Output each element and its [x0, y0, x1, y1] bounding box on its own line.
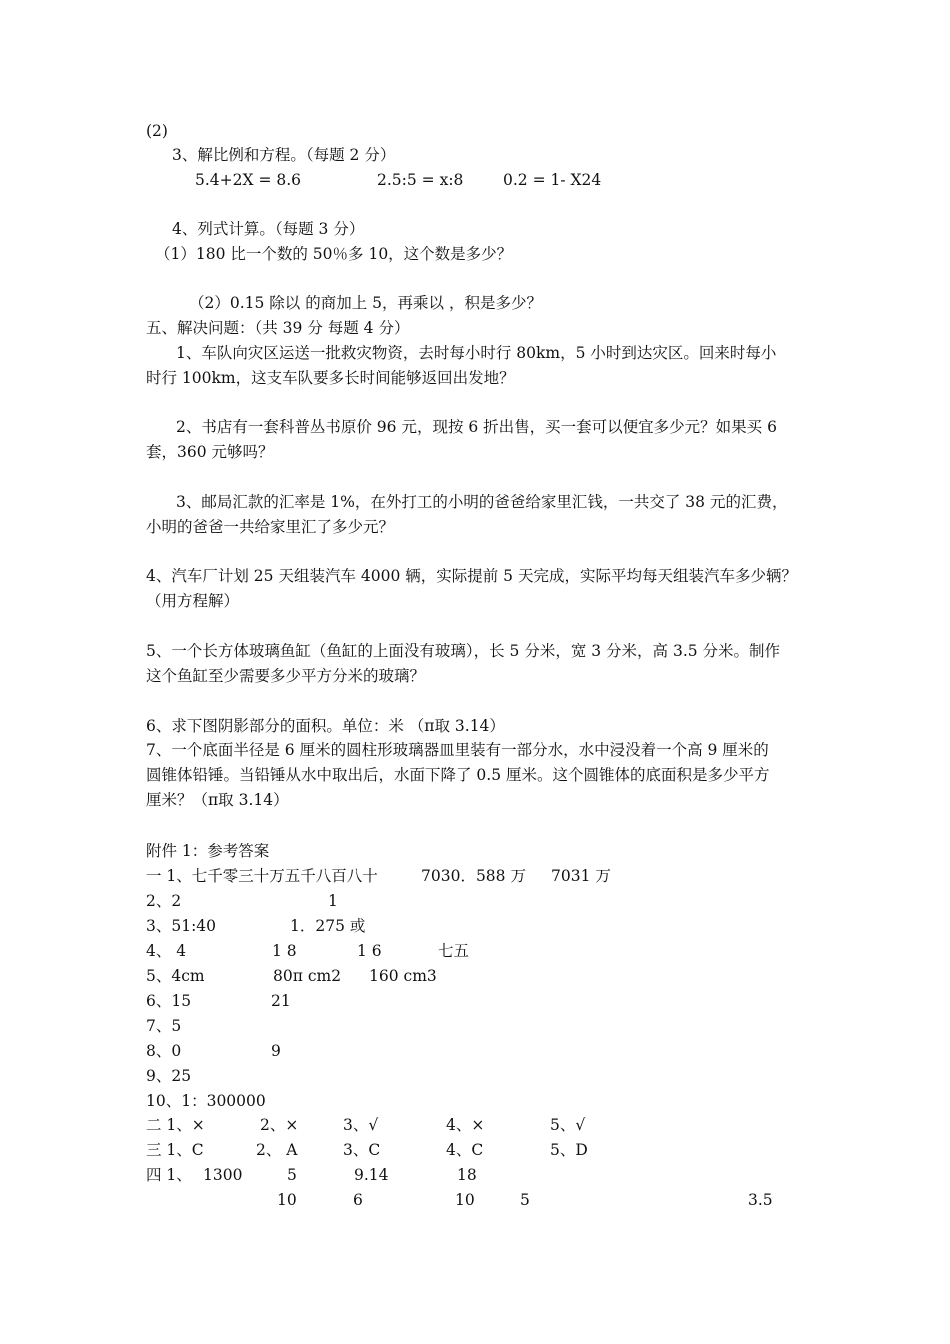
answer-cell: 2、×: [260, 1116, 299, 1134]
answer-cell: 3、51:40: [146, 917, 217, 935]
answer-cell: 4、×: [446, 1116, 485, 1134]
answer-cell: 5: [520, 1191, 530, 1209]
answer-cell: 7031 万: [551, 867, 611, 885]
answer-cell: 5、√: [550, 1116, 586, 1134]
problem-4-line-1: 4、汽车厂计划 25 天组装汽车 4000 辆，实际提前 5 天完成，实际平均每天组装汽车多少辆？: [146, 567, 797, 585]
answer-cell: 7、5: [146, 1017, 182, 1035]
answer-cell: 8、0: [146, 1042, 182, 1060]
answer-cell: 四 1、: [146, 1166, 192, 1184]
answer-cell: 18: [457, 1166, 477, 1184]
problem-1-line-1: 1、车队向灾区运送一批救灾物资，去时每小时行 80km，5 小时到达灾区。回来时每小: [176, 344, 777, 362]
answer-cell: 80π cm2: [273, 967, 342, 985]
problem-7-line-1: 7、一个底面半径是 6 厘米的圆柱形玻璃器皿里装有一部分水，水中浸没着一个高 9 厘米的: [146, 741, 769, 759]
answer-cell: 2、 A: [256, 1141, 298, 1159]
q3-equation-2: 2.5:5 = x:8: [377, 171, 464, 189]
answer-cell: 三 1、C: [146, 1141, 204, 1159]
answer-cell: 5、D: [550, 1141, 588, 1159]
problem-2-line-1: 2、书店有一套科普丛书原价 96 元，现按 6 折出售，买一套可以便宜多少元？如果买 6: [176, 418, 777, 436]
q3-equation-1: 5.4+2X = 8.6: [195, 171, 302, 189]
answer-cell: 10: [455, 1191, 475, 1209]
problem-4-line-2: （用方程解）: [146, 592, 240, 610]
q3-equation-3: 0.2 = 1- X24: [503, 171, 602, 189]
answer-cell: 9、25: [146, 1067, 192, 1085]
answer-cell: 1．275 或: [290, 917, 366, 935]
problem-1-line-2: 时行 100km，这支车队要多长时间能够返回出发地？: [146, 369, 515, 387]
problem-5-line-1: 5、一个长方体玻璃鱼缸（鱼缸的上面没有玻璃），长 5 分米，宽 3 分米，高 3.5 分米。制作: [146, 642, 781, 660]
answer-cell: 9: [271, 1042, 281, 1060]
q4-title: 4、列式计算。（每题 3 分）: [172, 220, 365, 238]
answer-cell: 7030．588 万: [421, 867, 526, 885]
answer-cell: 5、4cm: [146, 967, 205, 985]
answer-cell: 10: [277, 1191, 297, 1209]
answer-cell: 3、√: [343, 1116, 379, 1134]
label-2: (2): [146, 122, 168, 140]
answer-cell: 5: [287, 1166, 297, 1184]
answer-cell: 21: [271, 992, 291, 1010]
section-five-title: 五、解决问题：（共 39 分 每题 4 分）: [146, 319, 410, 337]
answer-cell: 1300: [203, 1166, 243, 1184]
answer-cell: 一 1、七千零三十万五千八百八十: [146, 867, 378, 885]
answer-cell: 七五: [438, 942, 470, 960]
answer-cell: 4、C: [446, 1141, 484, 1159]
q4-item-2: （2）0.15 除以 的商加上 5，再乘以 ，积是多少？: [189, 294, 542, 312]
problem-3-line-2: 小明的爸爸一共给家里汇了多少元？: [146, 518, 395, 536]
q3-title: 3、解比例和方程。（每题 2 分）: [172, 146, 396, 164]
answers-title: 附件 1：参考答案: [146, 842, 270, 860]
q4-item-1: （1）180 比一个数的 50％多 10，这个数是多少？: [155, 245, 513, 263]
answer-cell: 6、15: [146, 992, 192, 1010]
answer-cell: 1 6: [357, 942, 382, 960]
answer-cell: 2、2: [146, 892, 182, 910]
answer-cell: 二 1、×: [146, 1116, 205, 1134]
answer-cell: 4、 4: [146, 942, 187, 960]
answer-cell: 3、C: [343, 1141, 381, 1159]
problem-3-line-1: 3、邮局汇款的汇率是 1%，在外打工的小明的爸爸给家里汇钱，一共交了 38 元的汇费，: [176, 493, 788, 511]
problem-6: 6、求下图阴影部分的面积。单位：米 （π取 3.14）: [146, 717, 505, 735]
problem-7-line-3: 厘米？（π取 3.14）: [146, 791, 289, 809]
problem-7-line-2: 圆锥体铅锤。当铅锤从水中取出后，水面下降了 0.5 厘米。这个圆锥体的底面积是多少平方: [146, 766, 770, 784]
answer-cell: 6: [353, 1191, 363, 1209]
answer-cell: 10、1：300000: [146, 1092, 266, 1110]
answer-cell: 9.14: [354, 1166, 389, 1184]
answer-cell: 160 cm3: [369, 967, 437, 985]
problem-5-line-2: 这个鱼缸至少需要多少平方分米的玻璃？: [146, 667, 426, 685]
answer-cell: 1 8: [272, 942, 297, 960]
answer-cell: 1: [328, 892, 338, 910]
answer-cell: 3.5: [748, 1191, 773, 1209]
problem-2-line-2: 套，360 元够吗？: [146, 443, 274, 461]
